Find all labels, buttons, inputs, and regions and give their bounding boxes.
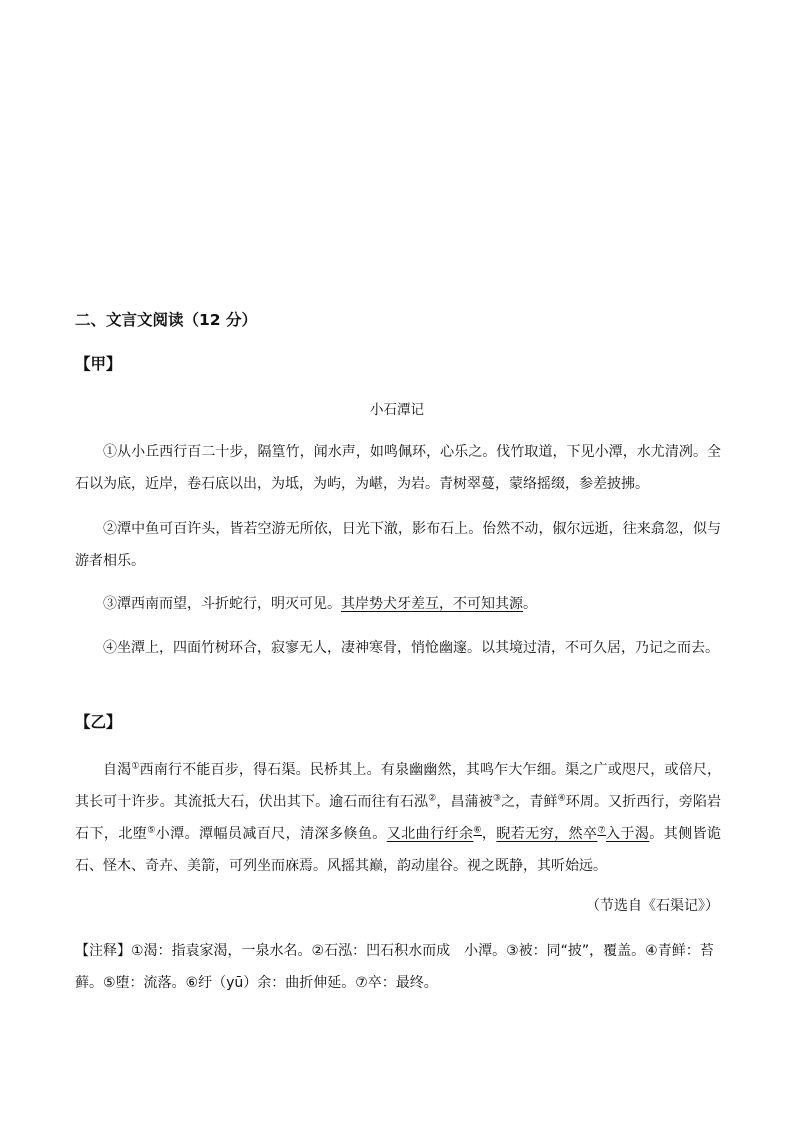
text-segment: 之，青鲜: [501, 794, 558, 810]
paragraph-3-text: ③潭西南而望，斗折蛇行，明灭可见。: [103, 596, 341, 612]
passage-a-paragraph-4: ④坐潭上，四面竹树环合，寂寥无人，凄神寒骨，悄怆幽邃。以其境过清，不可久居，乃记之而去。: [103, 640, 719, 656]
footnote-marker: ④: [557, 793, 566, 804]
footnote-marker: ⑦: [597, 825, 606, 836]
part-a-label: 【甲】: [75, 355, 122, 373]
text-segment: 小潭。潭幅员减百尺，清深多倏鱼。: [155, 826, 387, 842]
footnote-marker: ⑥: [473, 825, 482, 836]
passage-a-paragraph-3: [75, 588, 721, 620]
text-segment: 。其侧皆诡石、怪木、奇卉、美箭，可列坐而庥焉。风摇其巅，韵动崖谷。视之既静，其听始远。: [75, 826, 722, 874]
text-segment: ，昌蒲被: [436, 794, 493, 810]
underlined-sentence: 其岸势犬牙差互，不可知其源: [341, 596, 523, 612]
passage-a-paragraph-2: ②潭中鱼可百许头，皆若空游无所依，日光下澈，影布石上。佁然不动，俶尔远逝，往来翕忽，似与游者相乐。: [75, 521, 721, 569]
source-citation: （节选自《石渠记》）: [586, 898, 719, 914]
underlined-segment: 又北曲行纡余: [386, 826, 474, 842]
underlined-segment: 入于渴: [605, 826, 650, 842]
text-segment: ，: [481, 826, 497, 842]
footnote-marker: ①: [131, 761, 140, 772]
footnote-marker: ③: [492, 793, 502, 804]
footnote-marker: ⑤: [147, 825, 156, 836]
passage-b-paragraph: [75, 754, 721, 882]
paragraph-3-end: 。: [523, 596, 537, 612]
text-segment: 环周。又折西行，旁陷岩石下，北堕: [75, 794, 722, 842]
footnote-marker: ②: [428, 793, 437, 804]
text-segment: 西南行不能百步，得石渠。民桥其上。有泉幽幽然，其鸣乍大乍细。渠之广或咫尺，或倍尺，其长可十许步。其流抵大石，伏出其下。逾石而往有石泓: [75, 762, 722, 810]
passage-a-paragraph-1: ①从小丘西行百二十步，隔篁竹，闻水声，如鸣佩环，心乐之。伐竹取道，下见小潭，水尤清冽。全石以为底，近岸，卷石底以出，为坻，为屿，为嵁，为岩。青树翠蔓，蒙络摇缀，参差披拂。: [75, 444, 721, 492]
part-b-label: 【乙】: [75, 713, 122, 731]
text-segment: 自渴: [103, 762, 132, 778]
section-title: 二、文言文阅读（12 分）: [75, 311, 257, 329]
passage-a-title: 小石潭记: [370, 402, 424, 418]
underlined-segment: 睨若无穷，然卒: [496, 826, 598, 842]
annotations: 【注释】①渴：指袁家渴，一泉水名。②石泓：凹石积水而成 小潭。③被：同“披”，覆盖。④青鲜：苔藓。⑤堕：流落。⑥纡（yū）余：曲折伸延。⑦卒：最终。: [75, 943, 714, 991]
